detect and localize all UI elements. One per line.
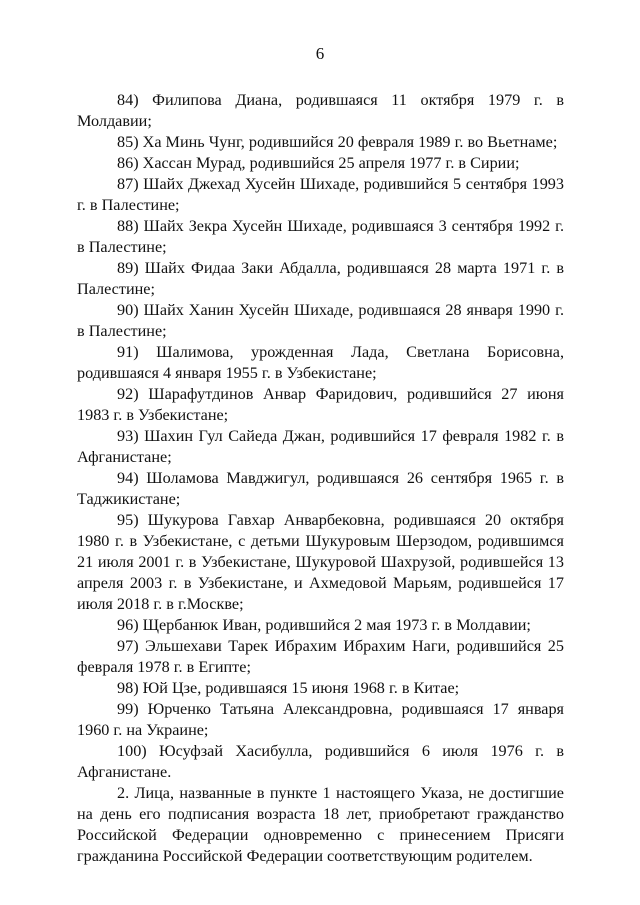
list-item: 99) Юрченко Татьяна Александровна, родившаяся 17 января 1960 г. на Украине; [77,700,564,739]
document-body [77,90,564,867]
list-item: 95) Шукурова Гавхар Анварбековна, родившаяся 20 октября 1980 г. в Узбекистане, с детьми Шукуровым Шерзодом, родившимся 21 июля 2001 г. в Узбекистане, Шукуровой Шахрузой, родившейся 13 апреля 2003 г. в Узбекистане, и Ахмедовой Марьям, родившейся 17 июля 2018 г. в г.Москве; [77,511,564,613]
list-item: 98) Юй Цзе, родившаяся 15 июня 1968 г. в Китае; [117,679,460,697]
list-item: 93) Шахин Гул Сайеда Джан, родившийся 17 февраля 1982 г. в Афганистане; [77,427,564,466]
list-item: 88) Шайх Зекра Хусейн Шихаде, родившаяся 3 сентября 1992 г. в Палестине; [77,217,564,256]
list-item: 85) Ха Минь Чунг, родившийся 20 февраля 1989 г. во Вьетнаме; [117,133,558,151]
list-item: 96) Щербанюк Иван, родившийся 2 мая 1973 г. в Молдавии; [117,616,531,634]
list-item: 94) Шоламова Мавджигул, родившаяся 26 сентября 1965 г. в Таджикистане; [77,469,564,508]
list-item: 89) Шайх Фидаа Заки Абдалла, родившаяся 28 марта 1971 г. в Палестине; [77,259,564,298]
list-item: 87) Шайх Джехад Хусейн Шихаде, родившийся 5 сентября 1993 г. в Палестине; [77,175,564,214]
list-item: 100) Юсуфзай Хасибулла, родившийся 6 июля 1976 г. в Афганистане. [77,742,564,781]
list-item: 90) Шайх Ханин Хусейн Шихаде, родившаяся 28 января 1990 г. в Палестине; [77,301,564,340]
list-item: 86) Хассан Мурад, родившийся 25 апреля 1977 г. в Сирии; [117,154,520,172]
list-item: 97) Эльшехави Тарек Ибрахим Ибрахим Наги, родившийся 25 февраля 1978 г. в Египте; [77,637,564,676]
list-item: 92) Шарафутдинов Анвар Фаридович, родившийся 27 июня 1983 г. в Узбекистане; [77,385,564,424]
page-number: 6 [315,44,325,63]
list-item: 91) Шалимова, урожденная Лада, Светлана Борисовна, родившаяся 4 января 1955 г. в Узбекистане; [77,343,564,382]
clause-paragraph: 2. Лица, названные в пункте 1 настоящего Указа, не достигшие на день его подписания возраста 18 лет, приобретают гражданство Российской Федерации одновременно с принесением Присяги гражданина Российской Федерации соответствующим родителем. [77,784,564,865]
list-item: 84) Филипова Диана, родившаяся 11 октября 1979 г. в Молдавии; [77,91,564,130]
